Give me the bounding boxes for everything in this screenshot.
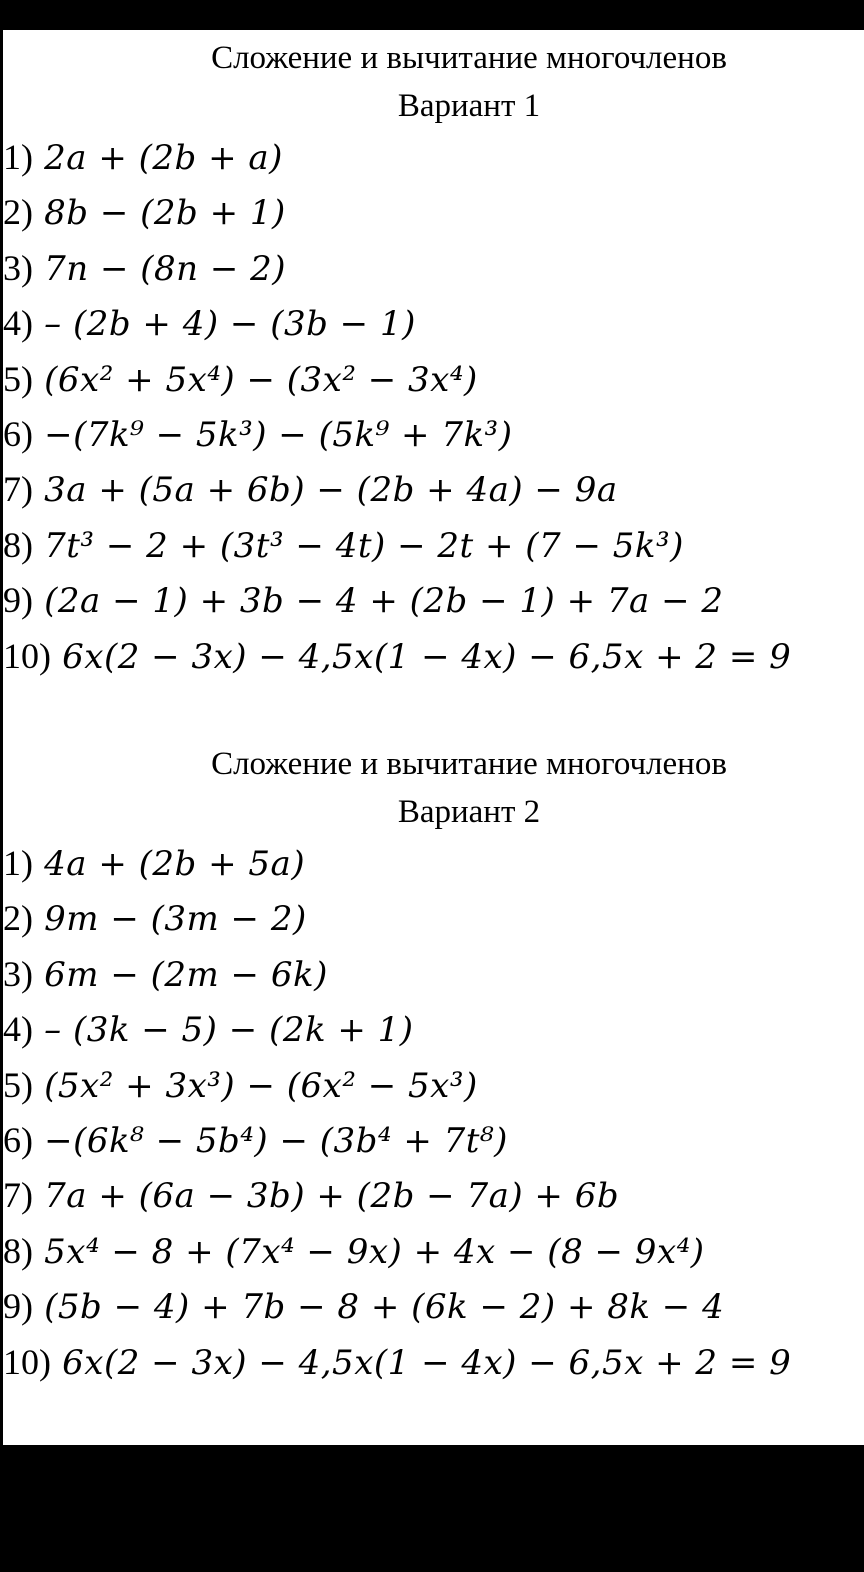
problem-number: 8) <box>3 524 33 565</box>
problem-expression: – (2b + 4) − (3b − 1) <box>44 304 416 345</box>
variant-2-section <box>3 740 864 1390</box>
problem-expression: 3a + (5a + 6b) − (2b + 4a) − 9a <box>44 470 618 511</box>
problem-number: 2) <box>3 192 33 233</box>
problem-number: 4) <box>3 1009 33 1050</box>
problem-expression: 8b − (2b + 1) <box>44 193 286 234</box>
problem-expression: 5x⁴ − 8 + (7x⁴ − 9x) + 4x − (8 − 9x⁴) <box>44 1231 705 1272</box>
problem-expression: (5x² + 3x³) − (6x² − 5x³) <box>44 1065 478 1106</box>
problem-number: 1) <box>3 843 33 883</box>
problem-expression: −(6k⁸ − 5b⁴) − (3b⁴ + 7t⁸) <box>44 1120 508 1161</box>
problem-item <box>3 185 864 240</box>
problem-expression: (6x² + 5x⁴) − (3x² − 3x⁴) <box>44 359 478 400</box>
problem-number: 3) <box>3 953 33 994</box>
problem-number: 2) <box>3 898 33 939</box>
problem-item <box>3 1168 864 1223</box>
problem-expression: 6x(2 − 3x) − 4,5x(1 − 4x) − 6,5x + 2 = 9 <box>62 636 792 677</box>
problem-expression: 9m − (3m − 2) <box>44 899 307 940</box>
problem-number: 9) <box>3 1286 33 1327</box>
variant-2-problem-list <box>3 836 864 1390</box>
problem-number: 8) <box>3 1230 33 1271</box>
variant-1-title: Сложение и вычитание многочленов <box>211 40 727 76</box>
problem-number: 5) <box>3 1064 33 1105</box>
problem-item <box>3 518 864 573</box>
problem-item <box>3 629 864 684</box>
worksheet-page <box>3 30 864 1445</box>
problem-number: 10) <box>3 635 51 676</box>
variant-2-subtitle: Вариант 2 <box>397 794 541 830</box>
problem-number: 1) <box>3 137 33 177</box>
problem-item <box>3 836 864 891</box>
problem-expression: 2a + (2b + a) <box>44 138 283 178</box>
problem-expression: 7t³ − 2 + (3t³ − 4t) − 2t + (7 − 5k³) <box>44 525 684 566</box>
variant-1-section <box>3 34 864 684</box>
problem-item <box>3 1335 864 1390</box>
problem-expression: (2a − 1) + 3b − 4 + (2b − 1) + 7a − 2 <box>44 581 724 622</box>
problem-expression: 6x(2 − 3x) − 4,5x(1 − 4x) − 6,5x + 2 = 9 <box>62 1342 792 1383</box>
problem-number: 3) <box>3 247 33 288</box>
problem-expression: −(7k⁹ − 5k³) − (5k⁹ + 7k³) <box>44 414 513 455</box>
bottom-black-bar <box>0 1445 864 1572</box>
problem-expression: 7n − (8n − 2) <box>44 248 287 289</box>
problem-item <box>3 1279 864 1334</box>
problem-item <box>3 407 864 462</box>
problem-expression: 7a + (6a − 3b) + (2b − 7a) + 6b <box>44 1176 620 1217</box>
problem-number: 7) <box>3 469 33 510</box>
problem-number: 4) <box>3 303 33 344</box>
problem-number: 10) <box>3 1341 51 1382</box>
problem-item <box>3 130 864 185</box>
problem-item <box>3 1224 864 1279</box>
top-black-bar <box>0 0 864 30</box>
problem-number: 7) <box>3 1175 33 1216</box>
problem-expression: 4a + (2b + 5a) <box>44 844 306 884</box>
problem-item <box>3 1113 864 1168</box>
problem-item <box>3 241 864 296</box>
problem-expression: 6m − (2m − 6k) <box>44 954 328 995</box>
variant-1-problem-list <box>3 130 864 684</box>
problem-item <box>3 891 864 946</box>
problem-item <box>3 352 864 407</box>
problem-item <box>3 947 864 1002</box>
problem-expression: (5b − 4) + 7b − 8 + (6k − 2) + 8k − 4 <box>44 1287 725 1328</box>
problem-item <box>3 573 864 628</box>
variant-2-title: Сложение и вычитание многочленов <box>211 746 727 782</box>
problem-number: 6) <box>3 1119 33 1160</box>
problem-expression: – (3k − 5) − (2k + 1) <box>44 1010 414 1051</box>
variant-1-subtitle: Вариант 1 <box>397 88 541 124</box>
problem-item <box>3 296 864 351</box>
problem-item <box>3 1058 864 1113</box>
problem-number: 5) <box>3 358 33 399</box>
problem-item <box>3 462 864 517</box>
problem-number: 6) <box>3 413 33 454</box>
problem-item <box>3 1002 864 1057</box>
problem-number: 9) <box>3 580 33 621</box>
